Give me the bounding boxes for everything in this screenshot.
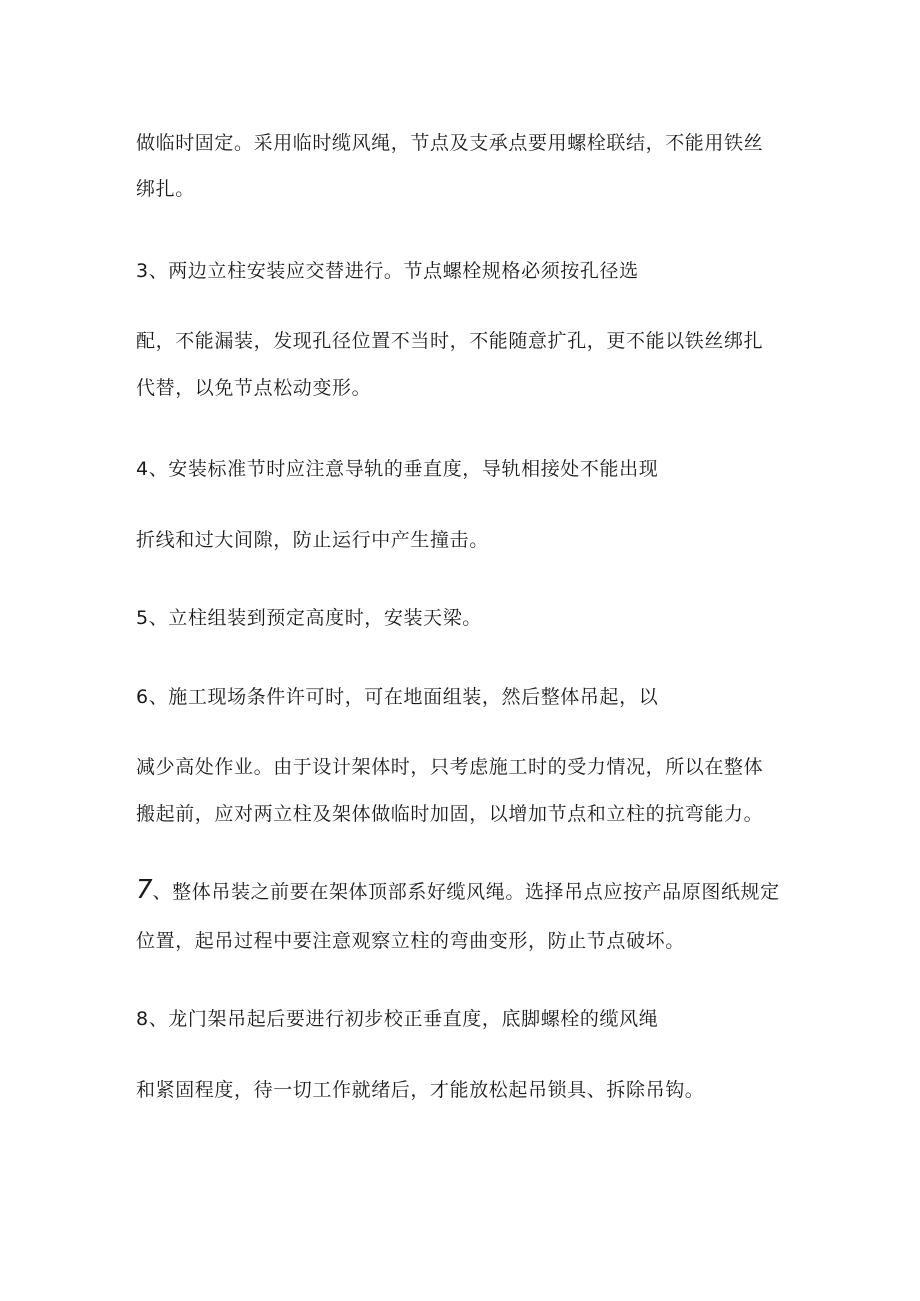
item-8-line-1: 8、龙门架吊起后要进行初步校正垂直度，底脚螺栓的缆风绳 xyxy=(136,1008,659,1030)
text-line-2: 绑扎。 xyxy=(136,178,195,200)
item-5-line-1: 5、立柱组装到预定高度时，安装天梁。 xyxy=(136,607,482,629)
item-8-line-2: 和紧固程度，待一切工作就绪后，才能放松起吊锁具、拆除吊钩。 xyxy=(136,1079,705,1101)
item-7-line-2: 位置，起吊过程中要注意观察立柱的弯曲变形，防止节点破坏。 xyxy=(136,930,685,952)
item-6-line-3: 搬起前，应对两立柱及架体做临时加固，以增加节点和立柱的抗弯能力。 xyxy=(136,803,764,825)
item-7-number: 7 xyxy=(136,875,153,905)
item-3-line-1: 3、两边立柱安装应交替进行。节点螺栓规格必须按孔径选 xyxy=(136,260,639,282)
item-6-line-2: 减少高处作业。由于设计架体时，只考虑施工时的受力情况，所以在整体 xyxy=(136,756,764,778)
text-line-1: 做临时固定。采用临时缆风绳，节点及支承点要用螺栓联结，不能用铁丝 xyxy=(136,132,764,154)
item-7-line-1 xyxy=(136,875,780,905)
item-4-line-2: 折线和过大间隙，防止运行中产生撞击。 xyxy=(136,529,489,551)
item-4-line-1: 4、安装标准节时应注意导轨的垂直度，导轨相接处不能出现 xyxy=(136,458,659,480)
item-3-line-2: 配，不能漏装，发现孔径位置不当时，不能随意扩孔，更不能以铁丝绑扎 xyxy=(136,330,764,352)
item-3-line-3: 代替，以免节点松动变形。 xyxy=(136,377,372,399)
item-6-line-1: 6、施工现场条件许可时，可在地面组装，然后整体吊起，以 xyxy=(136,686,659,708)
item-7-line-1-text: 、整体吊装之前要在架体顶部系好缆风绳。选择吊点应按产品原图纸规定 xyxy=(152,881,780,903)
